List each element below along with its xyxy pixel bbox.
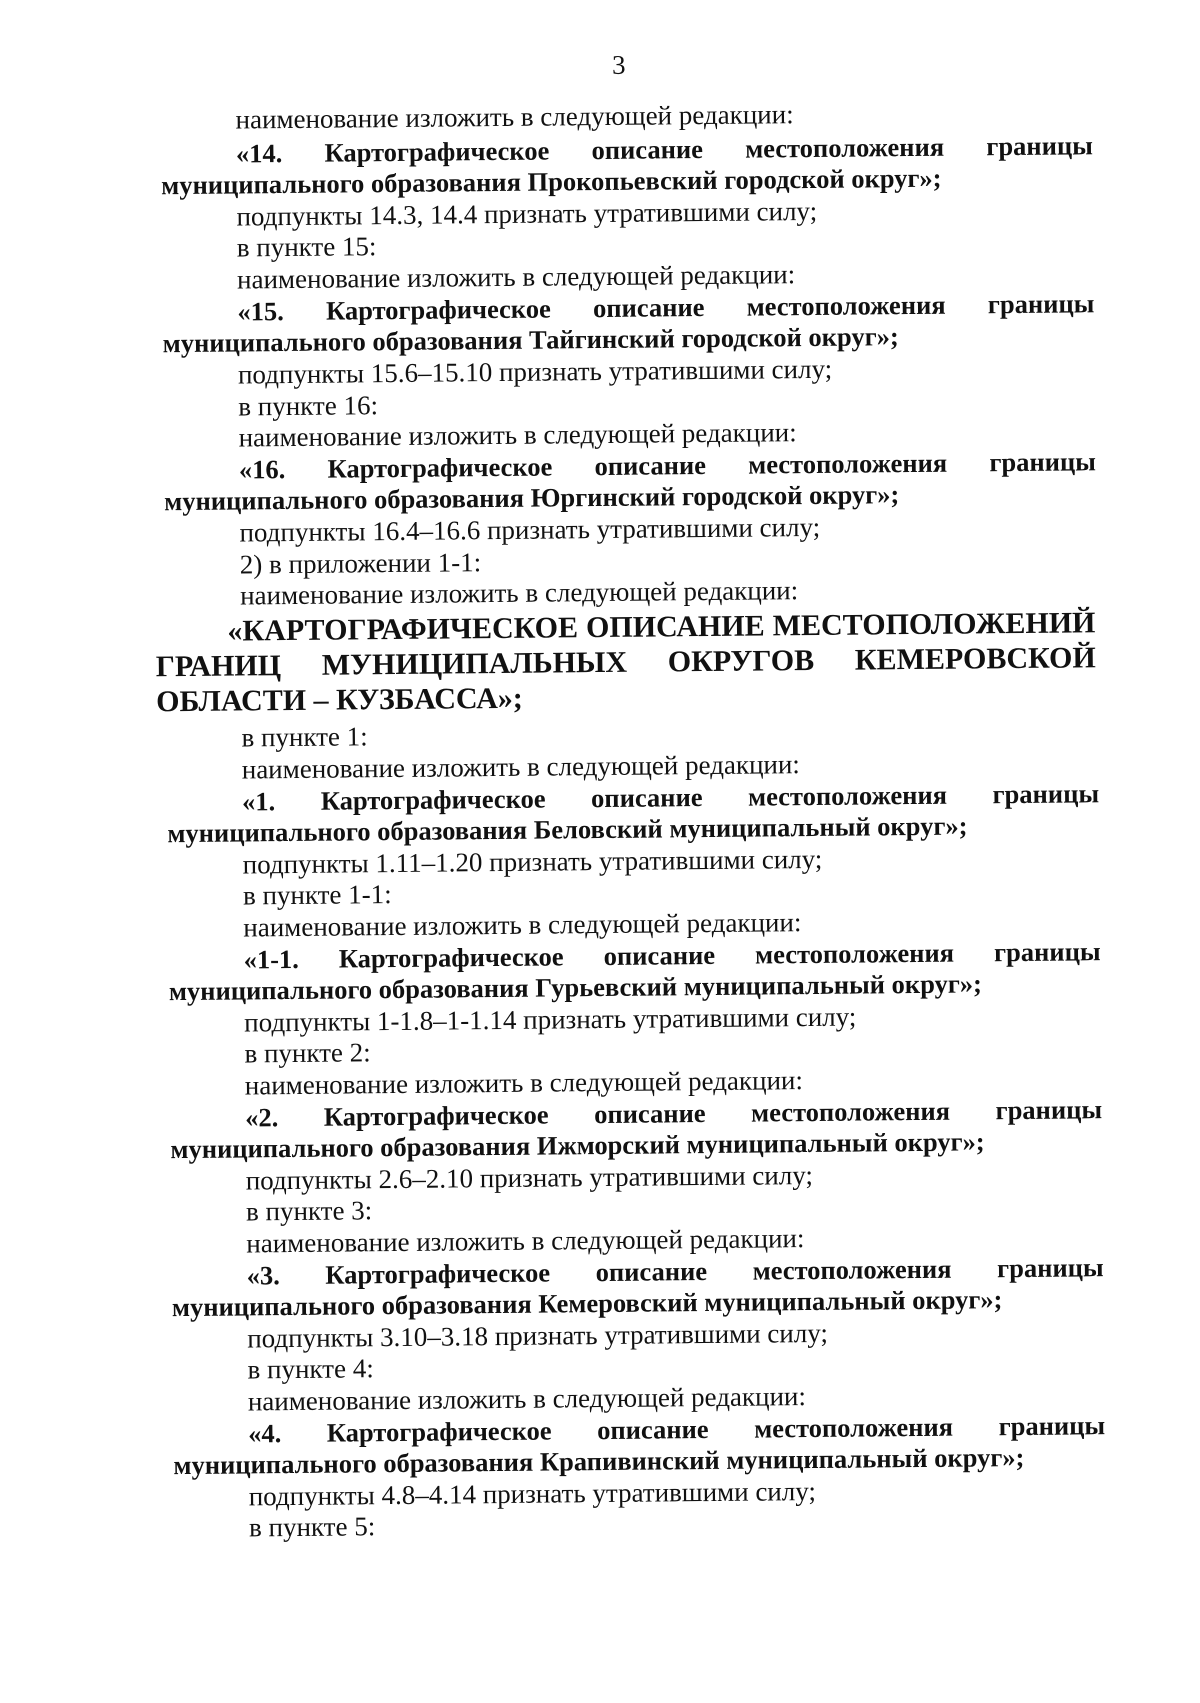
section-heading: «4. Картографическое описание местоположения границы [248,1410,1106,1449]
text-line: подпункты 1-1.8–1-1.14 признать утратившими силу; [244,1001,857,1038]
appendix-title: «КАРТОГРАФИЧЕСКОЕ ОПИСАНИЕ МЕСТОПОЛОЖЕНИЙ [227,606,1096,648]
section-heading-continuation: муниципального образования Крапивинский муниципальный округ»; [173,1441,1025,1481]
text-line: в пункте 1-1: [242,879,392,911]
section-heading: «14. Картографическое описание местоположения границы [235,130,1093,169]
section-heading: «1-1. Картографическое описание местоположения границы [243,936,1101,975]
text-line: подпункты 4.8–4.14 признать утратившими силу; [248,1475,817,1512]
section-heading-continuation: муниципального образования Гурьевский муниципальный округ»; [168,968,983,1007]
text-line: в пункте 4: [247,1353,374,1385]
text-line: наименование изложить в следующей редакции: [238,417,797,453]
text-line: подпункты 16.4–16.6 признать утратившими силу; [239,511,821,548]
text-line: наименование изложить в следующей редакции: [243,907,802,943]
section-heading: «15. Картографическое описание местоположения границы [237,288,1095,327]
text-line: в пункте 16: [238,390,379,422]
text-line: в пункте 15: [236,231,377,263]
appendix-title-end: ОБЛАСТИ – КУЗБАССА»; [155,681,523,719]
text-line: наименование изложить в следующей редакции: [244,1065,804,1101]
section-heading: «1. Картографическое описание местоположения границы [241,778,1100,817]
text-line: подпункты 3.10–3.18 признать утратившими силу; [247,1317,829,1354]
text-line: наименование изложить в следующей редакции: [247,1381,807,1417]
text-line: в пункте 5: [248,1511,376,1543]
section-heading: «2. Картографическое описание местоположения границы [244,1094,1103,1133]
section-heading-continuation: муниципального образования Тайгинский городской округ»; [162,321,899,359]
text-line: в пункте 1: [241,721,368,753]
text-line: подпункты 15.6–15.10 признать утратившими силу; [237,353,833,390]
text-line: наименование изложить в следующей редакции: [235,99,794,135]
text-line: наименование изложить в следующей редакции: [239,575,799,611]
text-line: наименование изложить в следующей редакции: [241,749,800,785]
list-item: 2) в приложении 1-1: [239,547,482,580]
appendix-title-continuation: ГРАНИЦ МУНИЦИПАЛЬНЫХ ОКРУГОВ КЕМЕРОВСКОЙ [155,641,1096,684]
text-line: подпункты 14.3, 14.4 признать утратившими силу; [236,195,818,232]
text-line: подпункты 1.11–1.20 признать утратившими силу; [242,843,823,880]
text-line: наименование изложить в следующей редакции: [236,259,796,295]
text-line: наименование изложить в следующей редакции: [246,1223,805,1259]
section-heading-continuation: муниципального образования Юргинский городской округ»; [164,479,900,517]
section-heading-continuation: муниципального образования Ижморский муниципальный округ»; [170,1126,985,1165]
section-heading-continuation: муниципального образования Прокопьевский городской округ»; [161,162,942,201]
text-line: в пункте 3: [245,1195,373,1227]
section-heading: «16. Картографическое описание местоположения границы [238,446,1097,485]
section-heading-continuation: муниципального образования Беловский муниципальный округ»; [167,810,968,849]
page-number: 3 [611,49,626,80]
section-heading-continuation: муниципального образования Кемеровский муниципальный округ»; [171,1284,1003,1323]
text-line: в пункте 2: [244,1037,371,1069]
section-heading: «3. Картографическое описание местоположения границы [246,1252,1104,1291]
text-line: подпункты 2.6–2.10 признать утратившими силу; [245,1160,814,1196]
